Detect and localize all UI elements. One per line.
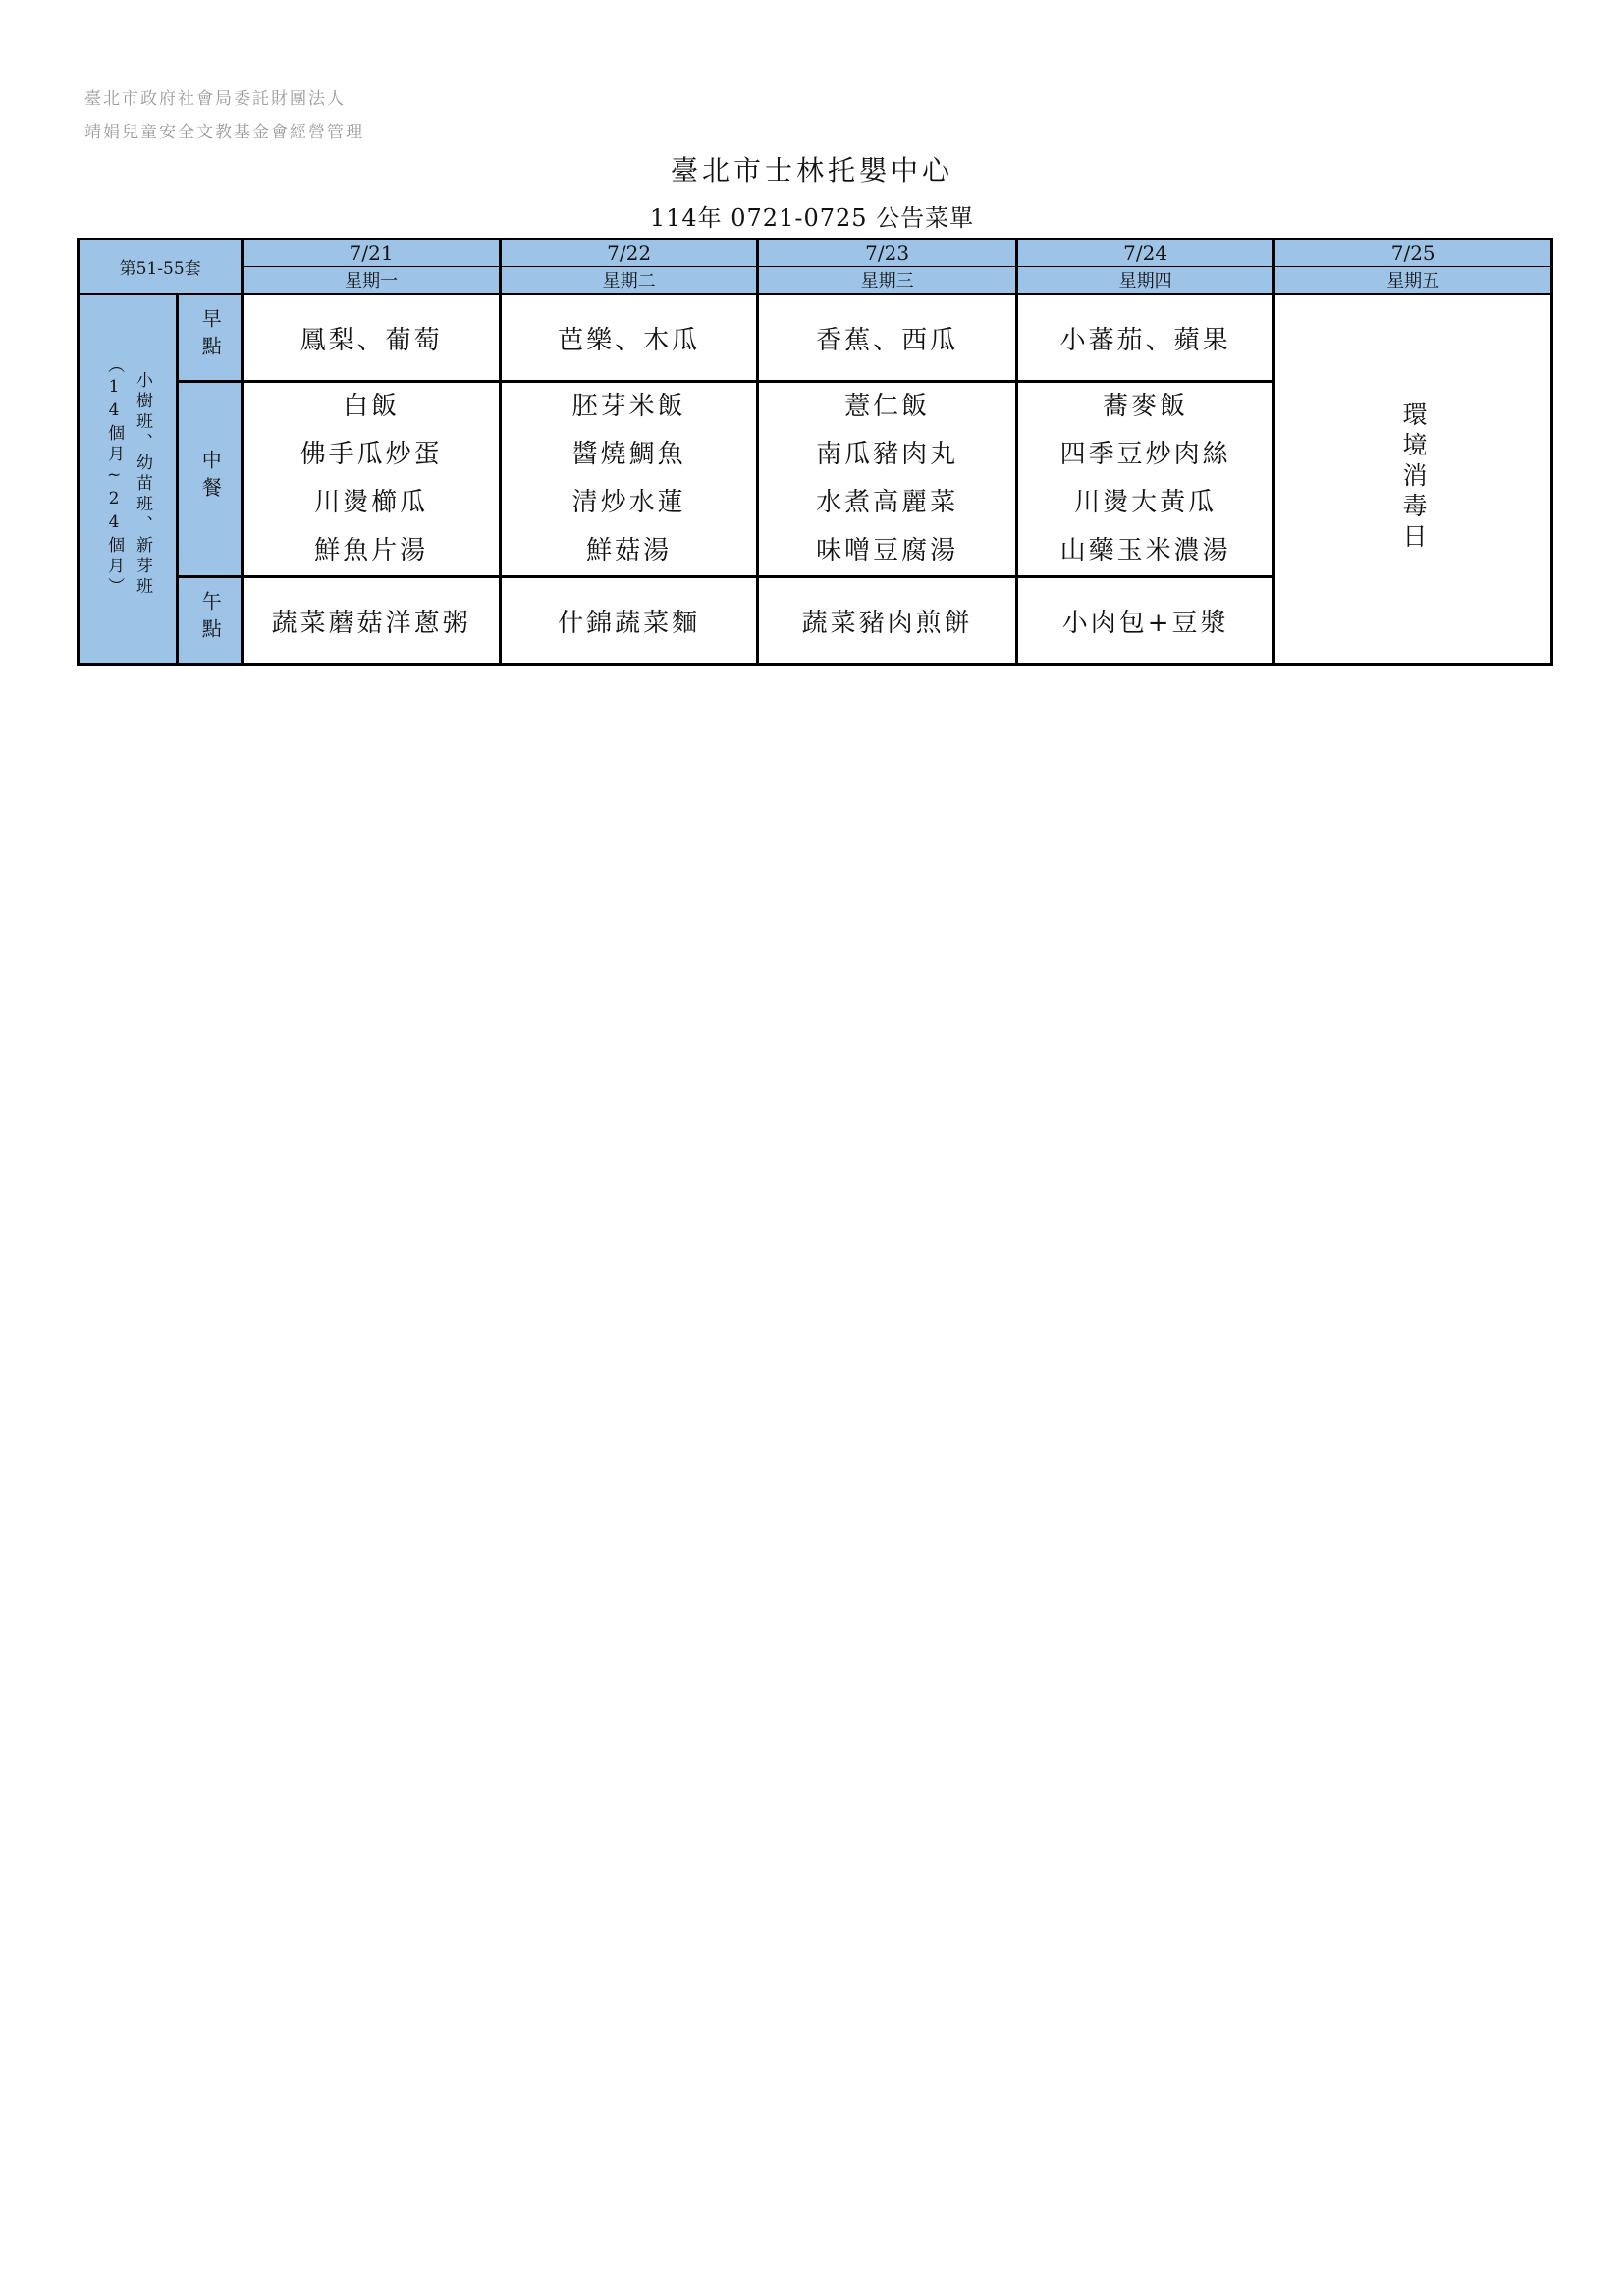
afternoon-thu: 小肉包+豆漿 xyxy=(1016,577,1274,665)
meal-label-lunch: 中餐 xyxy=(178,382,243,577)
lunch-item: 鮮菇湯 xyxy=(586,536,673,565)
breakfast-thu: 小蕃茄、蘋果 xyxy=(1016,294,1274,382)
lunch-item: 胚芽米飯 xyxy=(571,392,686,421)
lunch-wed xyxy=(758,382,1017,577)
lunch-item: 醬燒鯛魚 xyxy=(571,440,686,469)
organization-header xyxy=(84,82,364,149)
lunch-item: 山藥玉米濃湯 xyxy=(1059,536,1231,565)
weekday-wed: 星期三 xyxy=(758,267,1017,294)
weekday-thu: 星期四 xyxy=(1016,267,1274,294)
lunch-item: 薏仁飯 xyxy=(844,392,931,421)
breakfast-wed: 香蕉、西瓜 xyxy=(758,294,1017,382)
org-line-1: 臺北市政府社會局委託財團法人 xyxy=(84,89,346,109)
lunch-item: 味噌豆腐湯 xyxy=(816,536,959,565)
lunch-tue xyxy=(500,382,758,577)
date-mon: 7/21 xyxy=(243,240,501,267)
weekday-tue: 星期二 xyxy=(500,267,758,294)
lunch-item: 蕎麥飯 xyxy=(1103,392,1189,421)
class-group-age: （14個月~24個月） xyxy=(104,355,125,598)
page-title: 臺北市士林托嬰中心 xyxy=(670,154,953,187)
lunch-item: 南瓜豬肉丸 xyxy=(816,440,959,469)
lunch-item: 鮮魚片湯 xyxy=(314,536,429,565)
page-subtitle: 114年 0721-0725 公告菜單 xyxy=(649,204,975,232)
lunch-item: 川燙大黃瓜 xyxy=(1074,488,1218,517)
lunch-mon xyxy=(243,382,501,577)
class-group-label xyxy=(79,294,178,665)
breakfast-row xyxy=(79,294,1552,382)
weekday-fri: 星期五 xyxy=(1274,267,1552,294)
friday-disinfection-day: 環境消毒日 xyxy=(1274,294,1552,665)
afternoon-mon: 蔬菜蘑菇洋蔥粥 xyxy=(243,577,501,665)
lunch-thu xyxy=(1016,382,1274,577)
date-thu: 7/24 xyxy=(1016,240,1274,267)
class-group-names: 小樹班、幼苗班、新芽班 xyxy=(132,370,152,598)
meal-label-afternoon: 午點 xyxy=(178,577,243,665)
lunch-item: 四季豆炒肉絲 xyxy=(1059,440,1231,469)
lunch-item: 白飯 xyxy=(343,392,401,421)
breakfast-tue: 芭樂、木瓜 xyxy=(500,294,758,382)
date-fri: 7/25 xyxy=(1274,240,1552,267)
date-row xyxy=(79,240,1552,267)
meal-label-breakfast: 早點 xyxy=(178,294,243,382)
afternoon-wed: 蔬菜豬肉煎餅 xyxy=(758,577,1017,665)
afternoon-tue: 什錦蔬菜麵 xyxy=(500,577,758,665)
breakfast-mon: 鳳梨、葡萄 xyxy=(243,294,501,382)
date-tue: 7/22 xyxy=(500,240,758,267)
weekly-menu-table xyxy=(77,238,1553,666)
weekday-row xyxy=(79,267,1552,294)
lunch-item: 清炒水蓮 xyxy=(571,488,686,517)
org-line-2: 靖娟兒童安全文教基金會經營管理 xyxy=(84,123,364,142)
date-wed: 7/23 xyxy=(758,240,1017,267)
weekday-mon: 星期一 xyxy=(243,267,501,294)
lunch-item: 川燙櫛瓜 xyxy=(314,488,429,517)
lunch-item: 佛手瓜炒蛋 xyxy=(299,440,443,469)
set-label: 第51-55套 xyxy=(79,240,243,294)
lunch-item: 水煮高麗菜 xyxy=(816,488,959,517)
